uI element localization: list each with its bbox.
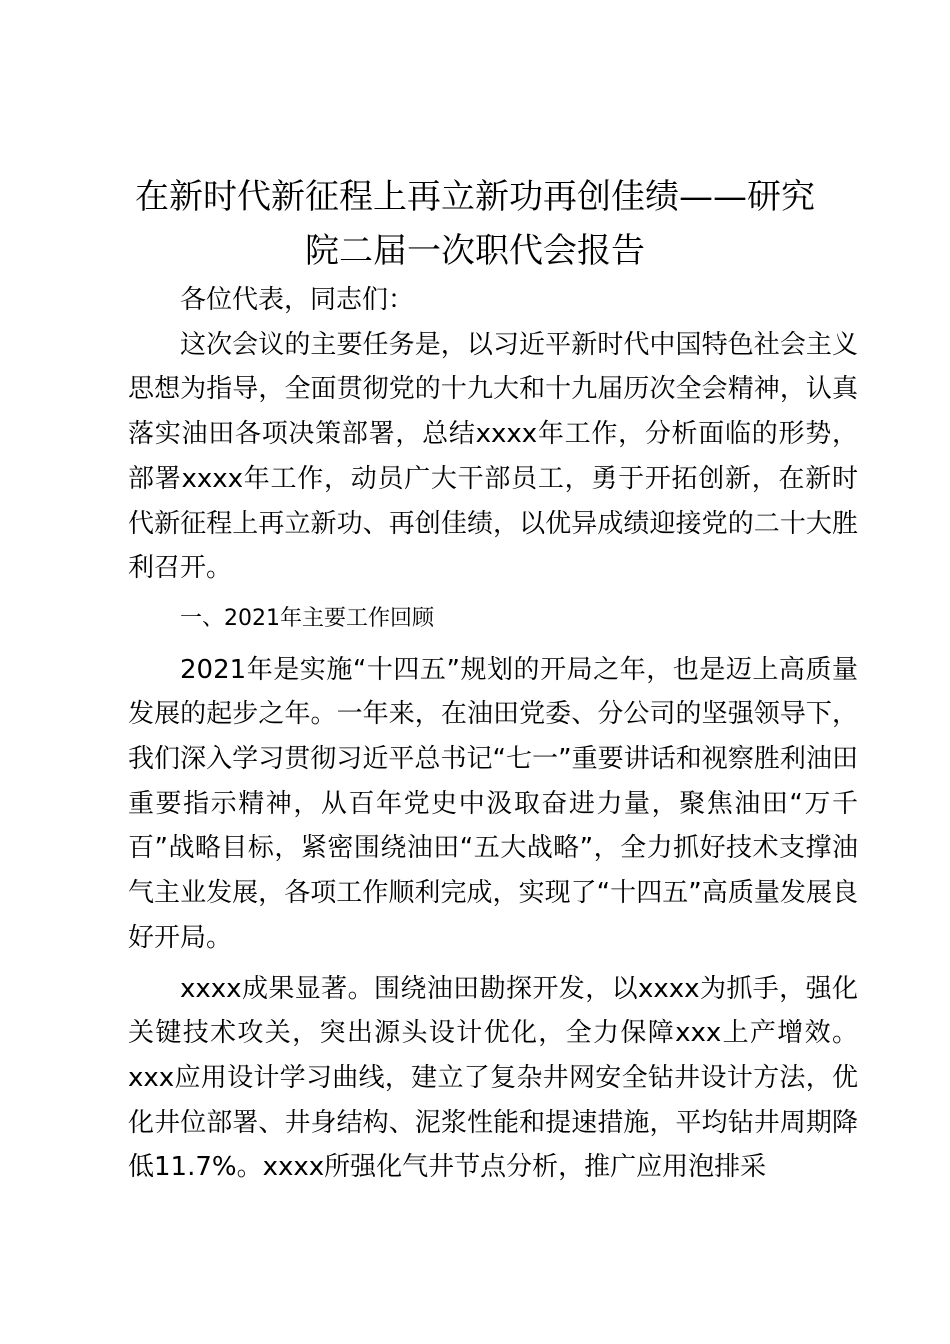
section-heading: 一、2021年主要工作回顾 [180,605,434,631]
paragraph-intro: 这次会议的主要任务是，以习近平新时代中国特色社会主义思想为指导，全面贯彻党的十九大和十九届历次全会精神，认真落实油田各项决策部署，总结xxxx年工作，分析面临的形势，部署xxxx年工作，动员广大干部员工，勇于开拓创新，在新时代新征程上再立新功、再创佳绩，以优异成绩迎接党的二十大胜利召开。 [128,329,858,584]
paragraph-achievements: xxxx成果显著。围绕油田勘探开发，以xxxx为抓手，强化关键技术攻关，突出源头设计优化，全力保障xxx上产增效。xxx应用设计学习曲线，建立了复杂井网安全钻井设计方法，优化井位部署、井身结构、泥浆性能和提速措施，平均钻井周期降低11.7%。xxxx所强化气井节点分析，推广应用泡排采 [128,973,858,1183]
document-title: 在新时代新征程上再立新功再创佳绩——研究院二届一次职代会报告 [135,177,815,271]
paragraph-review: 2021年是实施“十四五”规划的开局之年，也是迈上高质量发展的起步之年。一年来，在油田党委、分公司的坚强领导下，我们深入学习贯彻习近平总书记“七一”重要讲话和视察胜利油田重要指示精神，从百年党史中汲取奋进力量，聚焦油田“万千百”战略目标，紧密围绕油田“五大战略”，全力抓好技术支撑油气主业发展，各项工作顺利完成，实现了“十四五”高质量发展良好开局。 [128,654,858,953]
document-body [128,278,858,1190]
salutation: 各位代表，同志们： [180,285,415,315]
